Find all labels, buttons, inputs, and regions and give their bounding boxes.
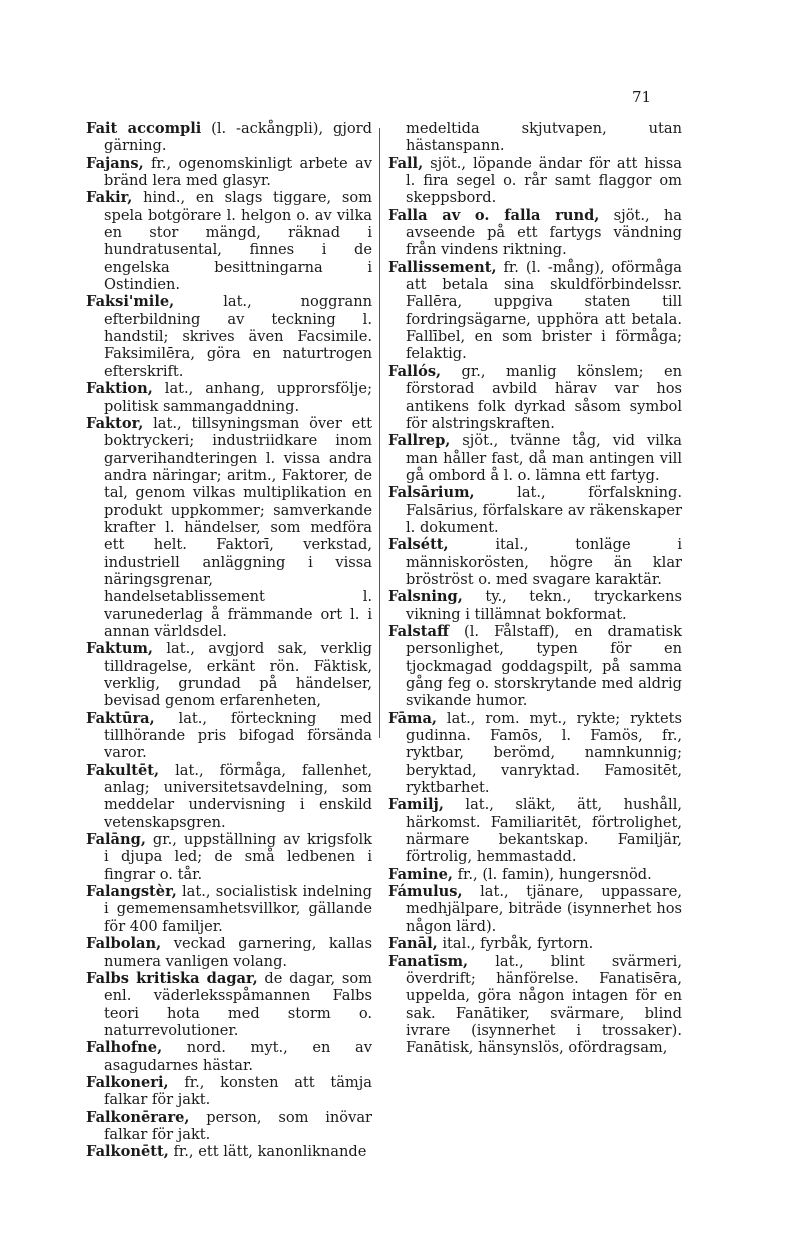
entry-text: nord. myt., en av asagudarnes hästar. bbox=[104, 1039, 372, 1074]
dictionary-entry bbox=[86, 710, 372, 762]
entry-text: lat., rom. myt., rykte; ryktets gudinna. Famōs, l. Famös, fr., ryktbar, berömd, namnkunnig; beryktad, vanryktad. Famositēt, ryktbarhet. bbox=[406, 709, 682, 797]
entry-text: (l. Fålstaff), en dramatisk personlighet, typen för en tjockmagad goddagspilt, på samma gång feg o. storskrytande med aldrig svikande humor. bbox=[406, 622, 682, 710]
entry-headword: Fallrep, bbox=[388, 432, 451, 450]
entry-headword: Falāng, bbox=[86, 831, 146, 849]
right-column bbox=[388, 120, 682, 1057]
dictionary-entry bbox=[388, 953, 682, 1057]
dictionary-entry bbox=[388, 796, 682, 865]
dictionary-entry bbox=[388, 866, 682, 883]
entry-text: lat., noggrann efterbildning av teckning l. handstil; skrives även Facsimile. Faksimilēra, göra en naturtrogen efterskrift. bbox=[104, 293, 372, 380]
entry-text: sjöt., tvänne tåg, vid vilka man håller fast, då man antingen vill gå ombord å l. o. lämna ett fartyg. bbox=[406, 432, 682, 484]
dictionary-entry bbox=[86, 380, 372, 415]
dictionary-entry bbox=[86, 762, 372, 831]
entry-headword: Falbolan, bbox=[86, 935, 162, 953]
entry-text: de dagar, som enl. väderleksspåmannen Falbs teori hota med storm o. naturrevolutioner. bbox=[104, 969, 373, 1039]
entry-headword: Fanāl, bbox=[388, 935, 438, 953]
entry-text: fr., konsten att tämja falkar för jakt. bbox=[104, 1073, 372, 1109]
entry-headword: Falla av o. falla rund, bbox=[388, 206, 600, 224]
dictionary-entry bbox=[388, 432, 682, 484]
entry-headword: Fallissement, bbox=[388, 258, 497, 276]
entry-headword: Fanatīsm, bbox=[388, 952, 469, 970]
dictionary-entry bbox=[388, 588, 682, 623]
entry-headword: Faktor, bbox=[86, 414, 144, 432]
entry-text: ital., fyrbåk, fyrtorn. bbox=[437, 935, 594, 953]
entry-headword: Fakultēt, bbox=[86, 761, 160, 779]
entry-text: gr., manlig könslem; en förstorad avbild härav var hos antikens folk dyrkad såsom symbol för alstringskraften. bbox=[406, 362, 682, 432]
dictionary-entry bbox=[388, 155, 682, 207]
dictionary-entry bbox=[86, 640, 372, 709]
entry-text: fr., (l. famin), hungersnöd. bbox=[452, 865, 652, 883]
entry-text: sjöt., ha avseende på ett fartygs vändning från vindens riktning. bbox=[406, 206, 682, 259]
dictionary-entry bbox=[388, 259, 682, 363]
dictionary-entry bbox=[86, 831, 372, 883]
dictionary-entry bbox=[388, 536, 682, 588]
entry-text: (l. -ackångpli), gjord gärning. bbox=[104, 120, 372, 155]
entry-text: sjöt., löpande ändar för att hissa l. fira segel o. rår samt flaggor om skeppsbord. bbox=[406, 154, 682, 207]
entry-headword: Fait accompli bbox=[86, 120, 202, 137]
entry-text: lat., förfalskning. Falsārius, förfalskare av räkenskaper l. dokument. bbox=[406, 484, 682, 536]
dictionary-entry bbox=[388, 710, 682, 797]
dictionary-entry bbox=[86, 189, 372, 293]
entry-headword: Fallós, bbox=[388, 362, 442, 380]
dictionary-entry bbox=[388, 623, 682, 710]
dictionary-entry bbox=[86, 1143, 372, 1160]
dictionary-entry bbox=[86, 120, 372, 155]
dictionary-entry bbox=[388, 363, 682, 432]
entry-headword: Falangstèr, bbox=[86, 883, 177, 901]
entry-text: lat., tillsyningsman över ett boktryckeri; industriidkare inom garverihandteringen l. vissa andra andra näringar; aritm., Faktorer, de tal, genom vilkas multiplikation en produkt uppkommer; samverkande krafter l. händelser, som medföra ett helt. Faktorī, verkstad, industriell anläggning i vissa näringsgrenar, handelsetablissement l. varunederlag å främmande ort l. i annan världsdel. bbox=[104, 414, 372, 640]
entry-text: veckad garnering, kallas numera vanligen volang. bbox=[104, 935, 372, 970]
entry-headword: Falstaff bbox=[388, 622, 449, 640]
entry-text: ital., tonläge i människorösten, högre än klar bröströst o. med svagare karaktär. bbox=[406, 536, 682, 588]
entry-headword: Falkoneri, bbox=[86, 1073, 169, 1091]
entry-text: fr. (l. -mång), oförmåga att betala sina skuldförbindelssr. Fallēra, uppgiva staten till fordringsägarne, upphöra att betala. Fallībel, en som brister i förmåga; felaktig. bbox=[406, 258, 682, 363]
dictionary-entry bbox=[388, 120, 682, 155]
entry-text: ty., tekn., tryckarkens vikning i tillämnat bokformat. bbox=[406, 588, 682, 623]
dictionary-entry bbox=[388, 883, 682, 935]
entry-headword: Familj, bbox=[388, 796, 444, 814]
entry-headword: Falsétt, bbox=[388, 536, 449, 554]
dictionary-entry bbox=[86, 1039, 372, 1074]
page-number: 71 bbox=[632, 88, 652, 106]
entry-text: lat., avgjord sak, verklig tilldragelse, erkänt rön. Fäktisk, verklig, grundad på händelser, bevisad genom erfarenheten, bbox=[104, 640, 372, 710]
entry-headword: Falsning, bbox=[388, 588, 463, 606]
entry-text: person, som inövar falkar för jakt. bbox=[104, 1108, 372, 1143]
entry-headword: Famine, bbox=[388, 865, 453, 883]
dictionary-entry bbox=[86, 293, 372, 380]
left-column bbox=[86, 120, 372, 1161]
entry-headword: Fāma, bbox=[388, 709, 437, 727]
entry-text: fr., ogenomskinligt arbete av bränd lera med glasyr. bbox=[104, 154, 372, 190]
entry-text: lat., socialistisk indelning i gememensamhetsvillkor, gällande för 400 familjer. bbox=[104, 883, 372, 935]
dictionary-entry bbox=[86, 415, 372, 640]
entry-text: hind., en slags tiggare, som spela botgörare l. helgon o. av vilka en stor mängd, räknad i hundratusental, finnes i de engelska besittningarna i Ostindien. bbox=[104, 189, 372, 294]
entry-headword: Falhofne, bbox=[86, 1039, 163, 1057]
dictionary-entry bbox=[86, 155, 372, 190]
entry-headword: Fall, bbox=[388, 154, 424, 172]
entry-headword: Falsārium, bbox=[388, 484, 475, 502]
entry-text: lat., tjänare, uppassare, medhjälpare, biträde (isynnerhet hos någon lärd). bbox=[406, 883, 682, 935]
entry-text: lat., släkt, ätt, hushåll, härkomst. Familiaritēt, förtrolighet, närmare bekantskap. Familjär, förtrolig, hemmastadd. bbox=[406, 796, 682, 866]
dictionary-entry bbox=[86, 1109, 372, 1144]
entry-headword: Falkonērare, bbox=[86, 1108, 190, 1126]
dictionary-entry bbox=[86, 935, 372, 970]
dictionary-entry bbox=[86, 970, 372, 1039]
entry-headword: Falkonētt, bbox=[86, 1143, 169, 1161]
entry-text: medeltida skjutvapen, utan hästanspann. bbox=[406, 120, 682, 155]
entry-text: lat., blint svärmeri, överdrift; hänförelse. Fanatisēra, uppelda, göra någon intagen för en sak. Fanātiker, svärmare, blind ivrare (isynnerhet i trossaker). Fanātisk, hänsynslös, ofördragsam, bbox=[406, 952, 682, 1057]
entry-text: fr., ett lätt, kanonliknande bbox=[168, 1143, 367, 1161]
entry-headword: Falbs kritiska dagar, bbox=[86, 969, 258, 987]
dictionary-entry bbox=[86, 1074, 372, 1109]
entry-headword: Fajans, bbox=[86, 154, 144, 172]
entry-text: lat., förteckning med tillhörande pris bifogad försända varor. bbox=[104, 709, 372, 762]
entry-headword: Fámulus, bbox=[388, 883, 463, 901]
entry-headword: Faktum, bbox=[86, 640, 154, 658]
entry-text: lat., anhang, upprorsfölje; politisk sammangaddning. bbox=[104, 380, 372, 415]
entry-headword: Faktion, bbox=[86, 380, 153, 398]
dictionary-entry bbox=[388, 484, 682, 536]
entry-text: lat., förmåga, fallenhet, anlag; universitetsavdelning, som meddelar undervisning i enskild vetenskapsgren. bbox=[104, 761, 372, 831]
entry-headword: Faktūra, bbox=[86, 709, 155, 727]
entry-headword: Fakir, bbox=[86, 189, 133, 207]
entry-headword: Faksi'mile, bbox=[86, 293, 175, 311]
dictionary-entry bbox=[388, 207, 682, 259]
dictionary-entry bbox=[86, 883, 372, 935]
dictionary-entry bbox=[388, 935, 682, 952]
entry-text: gr., uppställning av krigsfolk i djupa led; de små ledbenen i fingrar o. tår. bbox=[104, 831, 372, 883]
column-divider bbox=[379, 128, 380, 738]
